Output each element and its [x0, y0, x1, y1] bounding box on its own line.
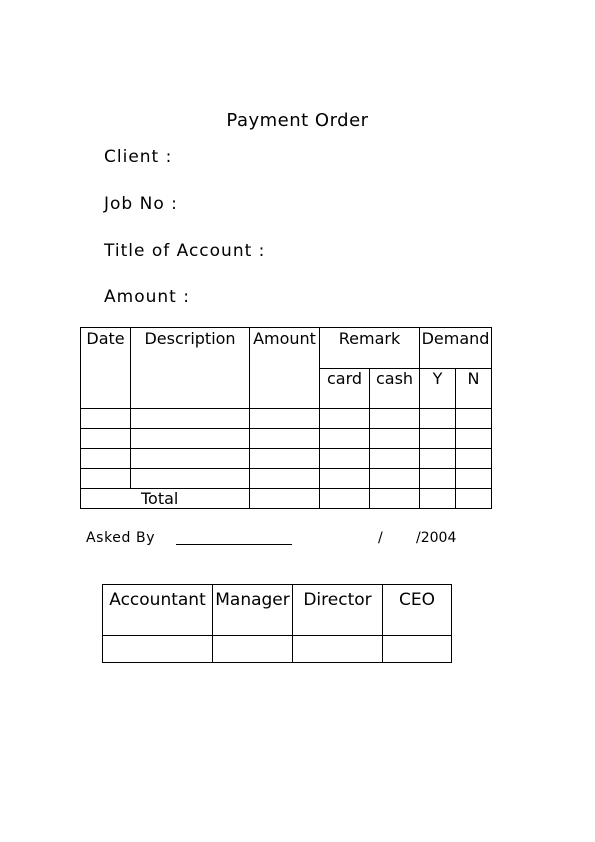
table-row [81, 449, 492, 469]
date-year: /2004 [416, 530, 457, 546]
asked-by-signature-line [176, 544, 292, 545]
cash-header: cash [370, 369, 420, 409]
table-row [81, 429, 492, 449]
description-header: Description [131, 328, 250, 409]
title-of-account-label: Title of Account : [104, 241, 266, 261]
total-label: Total [81, 489, 250, 509]
amount-label: Amount : [104, 287, 190, 307]
amount-header: Amount [250, 328, 320, 409]
date-separator: / [378, 530, 383, 546]
accountant-header: Accountant [103, 585, 213, 636]
table-row [81, 409, 492, 429]
payment-table [80, 327, 492, 509]
job-no-label: Job No : [104, 194, 178, 214]
ceo-signature [383, 636, 452, 663]
total-row [81, 489, 492, 509]
approval-table [102, 584, 452, 663]
director-signature [293, 636, 383, 663]
date-header: Date [81, 328, 131, 409]
asked-by-label: Asked By [86, 530, 156, 546]
remark-header: Remark [320, 328, 420, 369]
card-header: card [320, 369, 370, 409]
document-title: Payment Order [226, 110, 369, 131]
director-header: Director [293, 585, 383, 636]
manager-signature [213, 636, 293, 663]
manager-header: Manager [213, 585, 293, 636]
ceo-header: CEO [383, 585, 452, 636]
yes-header: Y [420, 369, 456, 409]
client-label: Client : [104, 147, 173, 167]
demand-header: Demand [420, 328, 492, 369]
no-header: N [456, 369, 492, 409]
table-row [81, 469, 492, 489]
accountant-signature [103, 636, 213, 663]
